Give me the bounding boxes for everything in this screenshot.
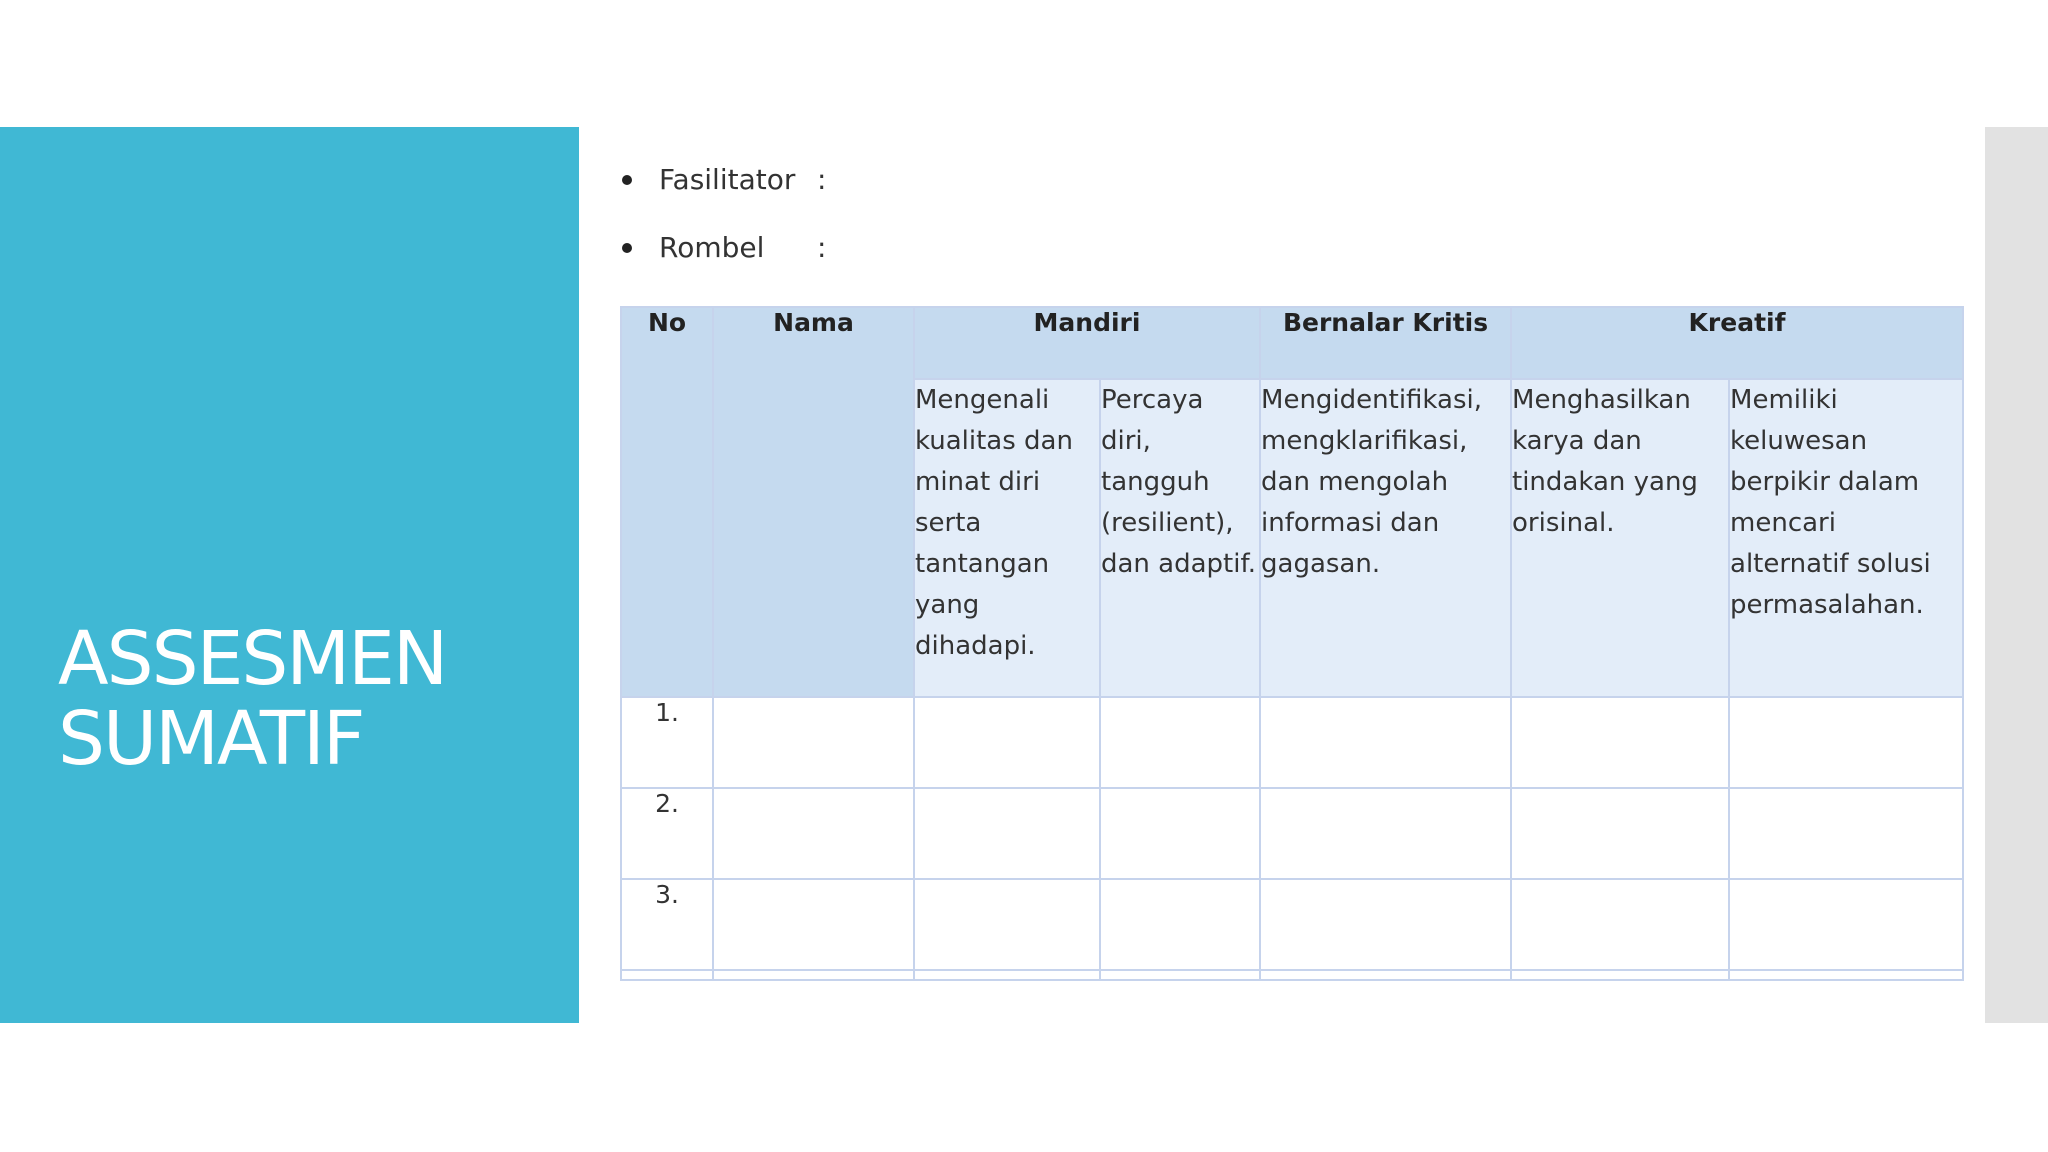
score-cell <box>1100 788 1260 879</box>
score-cell <box>1729 879 1963 970</box>
table-row <box>621 697 1963 788</box>
info-label: Rombel <box>659 231 765 264</box>
info-colon: : <box>817 163 827 196</box>
criteria-cell: Mengidentifikasi, mengklarifikasi, dan mengolah informasi dan gagasan. <box>1260 379 1511 697</box>
score-cell <box>1729 697 1963 788</box>
slide-title-line1: ASSESMEN <box>58 616 447 702</box>
table-row <box>621 879 1963 970</box>
info-label: Fasilitator <box>659 163 796 196</box>
stub-cell <box>1100 970 1260 980</box>
score-cell <box>1260 697 1511 788</box>
info-item-rombel <box>618 228 1218 296</box>
table-row-cut-off <box>621 970 1963 980</box>
title-panel <box>0 127 579 1023</box>
stub-cell <box>1511 970 1729 980</box>
score-cell <box>1511 879 1729 970</box>
info-item-fasilitator <box>618 160 1218 228</box>
right-side-strip <box>1985 127 2048 1023</box>
score-cell <box>914 788 1100 879</box>
row-number: 2. <box>621 788 713 879</box>
header-row <box>621 307 1963 379</box>
criteria-cell: Memiliki keluwesan berpikir dalam mencari alternatif solusi permasalahan. <box>1729 379 1963 697</box>
criteria-cell: Mengenali kualitas dan minat diri serta tantangan yang dihadapi. <box>914 379 1100 697</box>
info-colon: : <box>817 231 827 264</box>
score-cell <box>1511 788 1729 879</box>
column-header-no: No <box>621 307 713 697</box>
slide-title-line2: SUMATIF <box>58 696 364 782</box>
stub-cell <box>621 970 713 980</box>
name-cell <box>713 788 914 879</box>
row-number: 1. <box>621 697 713 788</box>
group-header-bernalar-kritis: Bernalar Kritis <box>1260 307 1511 379</box>
bullet-icon <box>622 243 632 253</box>
criteria-cell: Percaya diri, tangguh (resilient), dan adaptif. <box>1100 379 1260 697</box>
stub-cell <box>1729 970 1963 980</box>
score-cell <box>1100 697 1260 788</box>
assessment-table <box>620 306 1964 981</box>
column-header-nama: Nama <box>713 307 914 697</box>
stub-cell <box>713 970 914 980</box>
stub-cell <box>914 970 1100 980</box>
slide-title <box>58 616 447 782</box>
score-cell <box>914 697 1100 788</box>
table-row <box>621 788 1963 879</box>
score-cell <box>914 879 1100 970</box>
name-cell <box>713 879 914 970</box>
row-number: 3. <box>621 879 713 970</box>
score-cell <box>1511 697 1729 788</box>
name-cell <box>713 697 914 788</box>
stub-cell <box>1260 970 1511 980</box>
score-cell <box>1729 788 1963 879</box>
group-header-mandiri: Mandiri <box>914 307 1260 379</box>
group-header-kreatif: Kreatif <box>1511 307 1963 379</box>
info-list <box>618 160 1218 296</box>
score-cell <box>1100 879 1260 970</box>
criteria-cell: Menghasilkan karya dan tindakan yang orisinal. <box>1511 379 1729 697</box>
score-cell <box>1260 788 1511 879</box>
bullet-icon <box>622 175 632 185</box>
score-cell <box>1260 879 1511 970</box>
